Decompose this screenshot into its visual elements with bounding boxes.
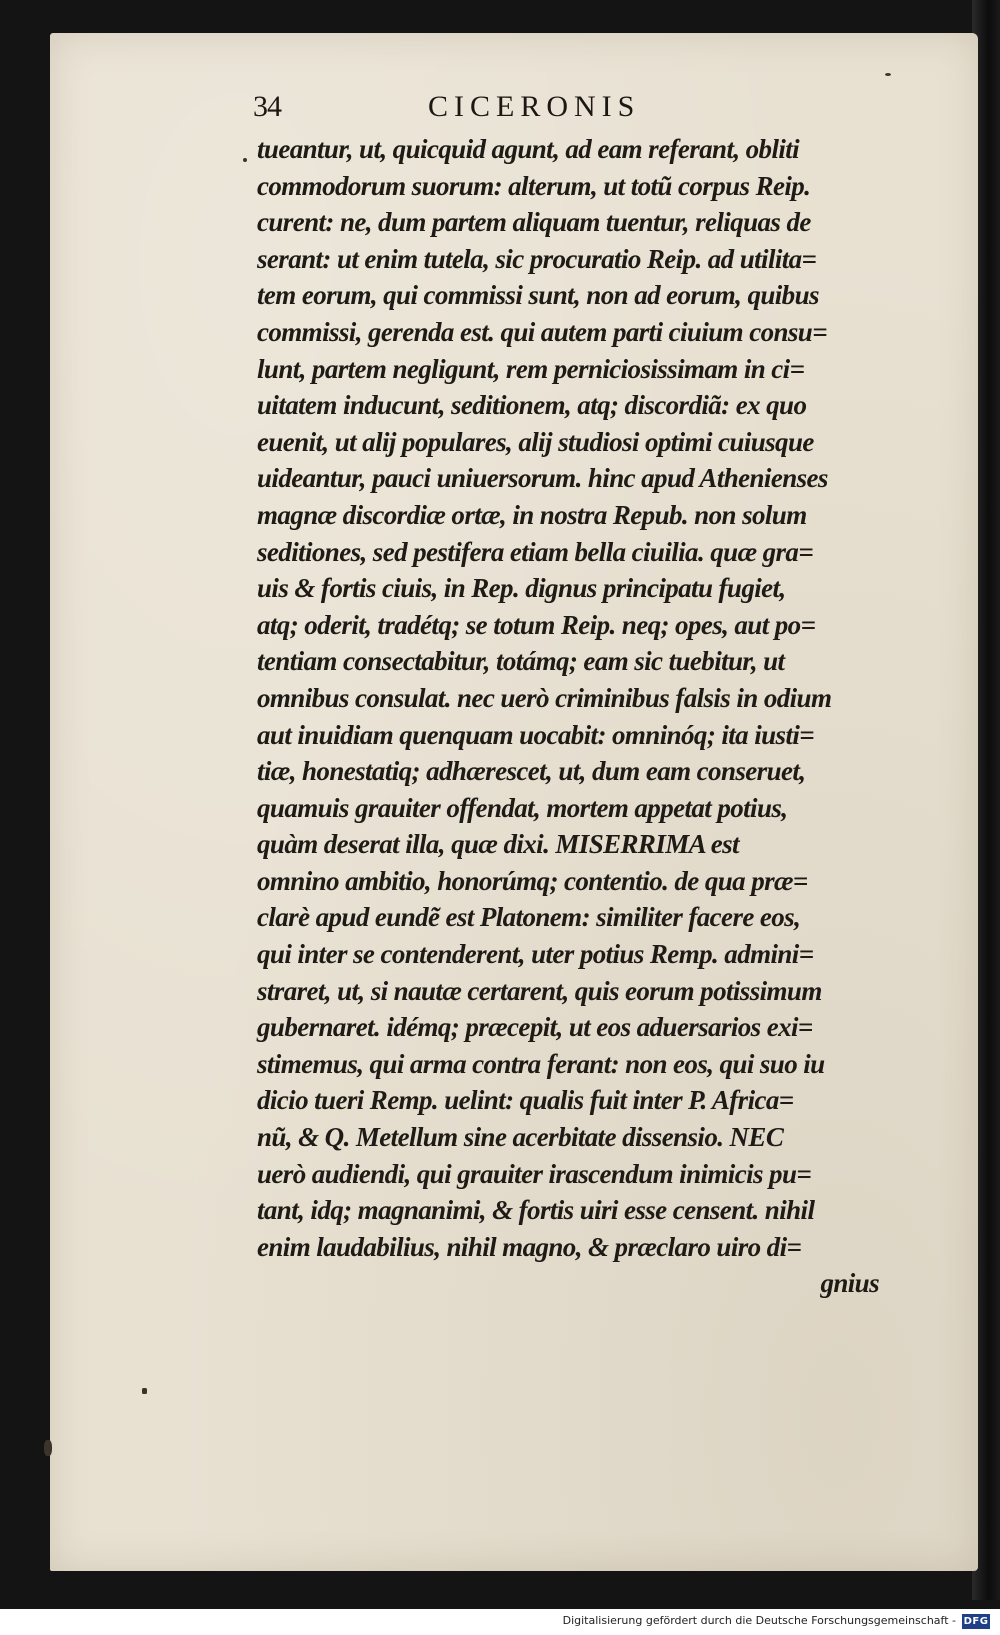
- text-line: uis & fortis ciuis, in Rep. dignus principatu fugiet,: [257, 573, 786, 604]
- text-line: quàm deserat illa, quæ dixi. MISERRIMA est: [257, 829, 739, 860]
- text-line: nũ, & Q. Metellum sine acerbitate dissensio. NEC: [257, 1122, 784, 1153]
- page-number: 34: [253, 90, 281, 123]
- text-line: curent: ne, dum partem aliquam tuentur, reliquas de: [257, 207, 811, 238]
- text-line: lunt, partem negligunt, rem perniciosissimam in ci=: [257, 353, 805, 384]
- text-line: omnibus consulat. nec uerò criminibus falsis in odium: [257, 682, 832, 713]
- text-line: tueantur, ut, quicquid agunt, ad eam referant, obliti: [257, 134, 800, 164]
- ink-speck: [885, 73, 891, 76]
- text-line: euenit, ut alij populares, alij studiosi optimi cuiusque: [257, 426, 814, 457]
- text-line: uideantur, pauci uniuersorum. hinc apud Athenienses: [257, 463, 828, 494]
- text-line: tiæ, honestatiq; adhærescet, ut, dum eam conseruet,: [257, 756, 806, 787]
- dfg-logo: DFG: [963, 1616, 989, 1627]
- ink-speck: [243, 158, 247, 162]
- text-line: gubernaret. idémq; præcepit, ut eos aduersarios exi=: [257, 1012, 813, 1043]
- text-line: straret, ut, si nautæ certarent, quis eorum potissimum: [257, 975, 822, 1006]
- catchword: gnius: [820, 1268, 879, 1299]
- text-line: tem eorum, qui commissi sunt, non ad eorum, quibus: [257, 280, 819, 311]
- text-line: atq; oderit, tradétq; se totum Reip. neq; opes, aut po=: [257, 609, 816, 640]
- text-line: dicio tueri Remp. uelint: qualis fuit inter P. Africa=: [257, 1085, 794, 1116]
- text-line: qui inter se contenderent, uter potius Remp. admini=: [257, 939, 814, 970]
- text-line: tant, idq; magnanimi, & fortis uiri esse censent. nihil: [257, 1195, 815, 1226]
- text-line: enim laudabilius, nihil magno, & præclaro uiro di=: [257, 1231, 802, 1262]
- text-line: commissi, gerenda est. qui autem parti ciuium consu=: [257, 316, 827, 347]
- ink-speck: [142, 1388, 147, 1394]
- text-line: magnæ discordiæ ortæ, in nostra Repub. non solum: [257, 499, 807, 530]
- text-line: stimemus, qui arma contra ferant: non eos, qui suo iu: [257, 1048, 825, 1079]
- ink-speck: [44, 1440, 52, 1456]
- footer-bar: [0, 1609, 1000, 1635]
- running-head: [253, 86, 893, 134]
- running-title: CICERONIS: [428, 90, 641, 123]
- text-line: seditiones, sed pestifera etiam bella ciuilia. quæ gra=: [257, 536, 814, 567]
- text-line: clarè apud eundẽ est Platonem: similiter facere eos,: [257, 902, 801, 933]
- text-line: serant: ut enim tutela, sic procuratio Reip. ad utilita=: [257, 243, 817, 274]
- text-line: omnino ambitio, honorúmq; contentio. de qua præ=: [257, 865, 808, 896]
- text-line: uerò audiendi, qui grauiter irascendum inimicis pu=: [257, 1158, 812, 1189]
- text-line: aut inuidiam quenquam uocabit: omninóq; ita iusti=: [257, 719, 815, 750]
- body-text: [257, 131, 897, 1302]
- funding-credit: Digitalisierung gefördert durch die Deutsche Forschungsgemeinschaft -: [562, 1614, 956, 1627]
- text-line: uitatem inducunt, seditionem, atq; discordiã: ex quo: [257, 390, 807, 421]
- text-line: quamuis grauiter offendat, mortem appetat potius,: [257, 792, 788, 823]
- text-line: tentiam consectabitur, totámq; eam sic tuebitur, ut: [257, 646, 785, 677]
- text-line: commodorum suorum: alterum, ut totũ corpus Reip.: [257, 170, 811, 201]
